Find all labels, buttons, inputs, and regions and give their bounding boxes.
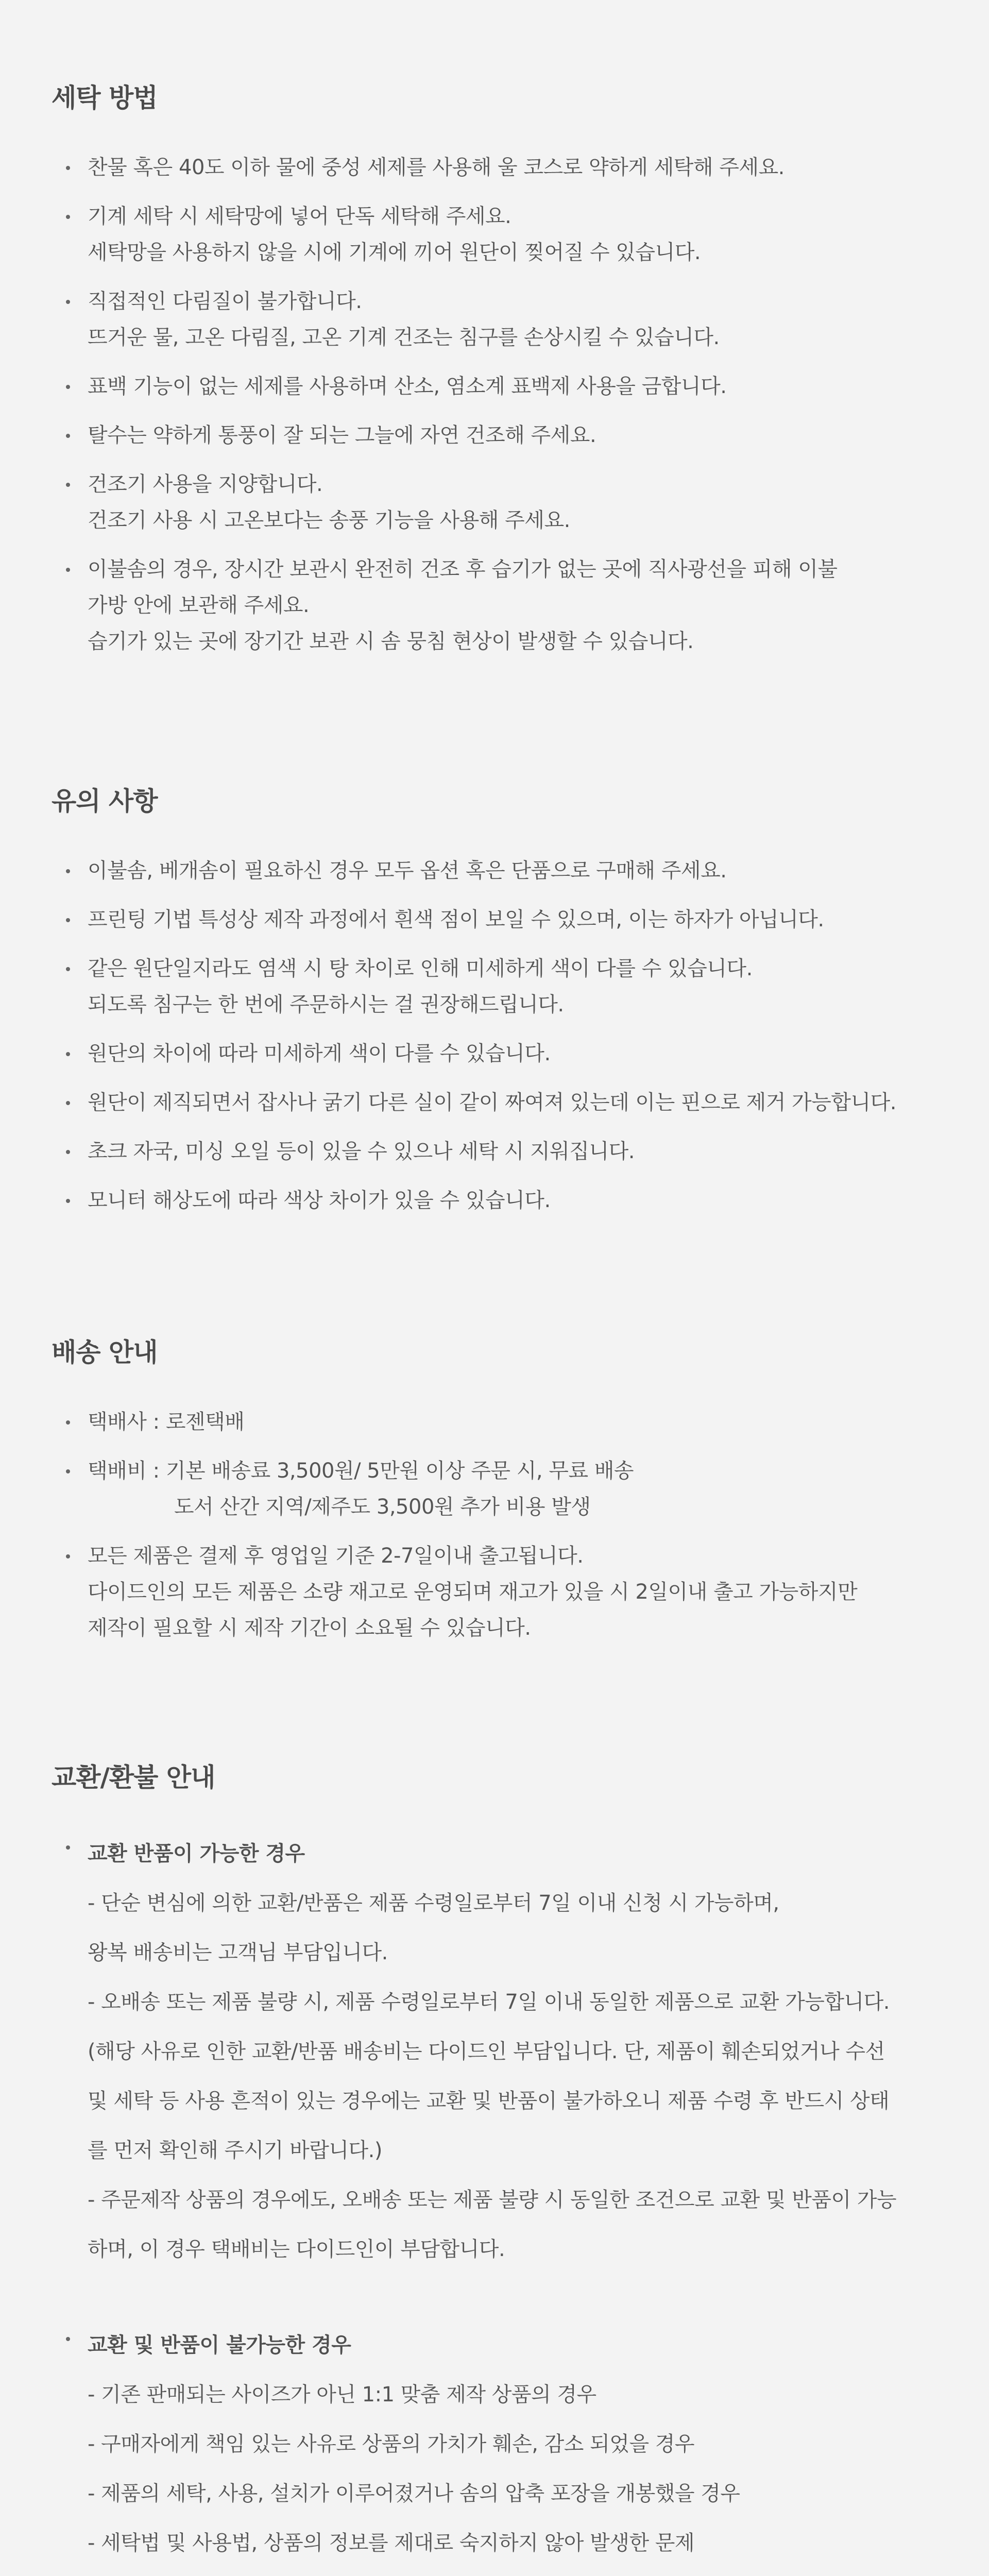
washing-section (52, 82, 948, 672)
cautions-title: 유의 사항 (52, 786, 158, 816)
list-item-text: - 오배송 또는 제품 불량 시, 제품 수령일로부터 7일 이내 동일한 제품으로 교환 가능합니다. (88, 1990, 890, 2014)
list-item-text: (해당 사유로 인한 교환/반품 배송비는 다이드인 부담입니다. 단, 제품이 훼손되었거나 수선 (88, 2040, 885, 2063)
list-item-text: 모든 제품은 결제 후 영업일 기준 2-7일이내 출고됩니다. (88, 1544, 584, 1568)
list-item (52, 1133, 948, 1170)
list-item-text: 이불솜, 베개솜이 필요하신 경우 모두 옵션 혹은 단품으로 구매해 주세요. (88, 859, 727, 883)
list-item-text: 하며, 이 경우 택배비는 다이드인이 부담합니다. (88, 2238, 505, 2261)
list-item (52, 551, 948, 659)
exchange-section (52, 1762, 948, 2576)
exchange-possible-item (52, 1829, 948, 2274)
list-item-text: 및 세탁 등 사용 흔적이 있는 경우에는 교환 및 반품이 불가하오니 제품 수령 후 반드시 상태 (88, 2089, 890, 2113)
list-item-text: 습기가 있는 곳에 장기간 보관 시 솜 뭉침 현상이 발생할 수 있습니다. (88, 630, 694, 653)
list-item-text: 뜨거운 물, 고온 다림질, 고온 기계 건조는 침구를 손상시킬 수 있습니다. (88, 326, 720, 349)
list-item-text: 세탁망을 사용하지 않을 시에 기계에 끼어 원단이 찢어질 수 있습니다. (88, 241, 701, 264)
list-item (52, 1538, 948, 1646)
list-item (52, 417, 948, 453)
list-item-text: 건조기 사용 시 고온보다는 송풍 기능을 사용해 주세요. (88, 509, 570, 532)
list-item (52, 902, 948, 938)
exchange-title: 교환/환불 안내 (52, 1762, 215, 1792)
list-item-text: 프린팅 기법 특성상 제작 과정에서 흰색 점이 보일 수 있으며, 이는 하자가 아닙니다. (88, 908, 824, 931)
shipping-fee-text: 택배비 : 기본 배송료 3,500원/ 5만원 이상 주문 시, 무료 배송 (88, 1459, 634, 1483)
washing-title: 세탁 방법 (52, 83, 158, 113)
list-item-text: 찬물 혹은 40도 이하 물에 중성 세제를 사용해 울 코스로 약하게 세탁해 주세요. (88, 156, 785, 179)
list-item-text: 원단이 제직되면서 잡사나 굵기 다른 실이 같이 짜여져 있는데 이는 핀으로 제거 가능합니다. (88, 1091, 896, 1114)
list-item (52, 1404, 948, 1440)
exchange-possible-heading: 교환 반품이 가능한 경우 (88, 1842, 305, 1866)
list-item-text: 초크 자국, 미싱 오일 등이 있을 수 있으나 세탁 시 지워집니다. (88, 1140, 635, 1163)
cautions-section (52, 786, 948, 1231)
courier-text: 택배사 : 로젠택배 (88, 1410, 245, 1434)
list-item-text: - 단순 변심에 의한 교환/반품은 제품 수령일로부터 7일 이내 신청 시 가능하며, (88, 1891, 779, 1915)
list-item-text: 가방 안에 보관해 주세요. (88, 594, 310, 617)
list-item-text: 제작이 필요할 시 제작 기간이 소요될 수 있습니다. (88, 1616, 531, 1640)
list-item (52, 1084, 948, 1121)
list-item-text: 직접적인 다림질이 불가합니다. (88, 290, 362, 313)
list-item-text: 모니터 해상도에 따라 색상 차이가 있을 수 있습니다. (88, 1189, 551, 1212)
list-item-text: 왕복 배송비는 고객님 부담입니다. (88, 1941, 388, 1964)
list-item (52, 1036, 948, 1072)
list-item (52, 198, 948, 270)
list-item (52, 951, 948, 1023)
list-item-text: 되도록 침구는 한 번에 주문하시는 걸 권장해드립니다. (88, 993, 564, 1016)
exchange-impossible-heading: 교환 및 반품이 불가능한 경우 (88, 2333, 351, 2357)
list-item-text: 를 먼저 확인해 주시기 바랍니다.) (88, 2139, 382, 2162)
list-item-text: - 세탁법 및 사용법, 상품의 정보를 제대로 숙지하지 않아 발생한 문제 (88, 2531, 695, 2555)
exchange-impossible-item (52, 2320, 948, 2576)
washing-list (52, 149, 948, 659)
shipping-section (52, 1337, 948, 1659)
shipping-title: 배송 안내 (52, 1337, 158, 1367)
list-item-text: 탈수는 약하게 통풍이 잘 되는 그늘에 자연 건조해 주세요. (88, 423, 596, 447)
list-item-text: 다이드인의 모든 제품은 소량 재고로 운영되며 재고가 있을 시 2일이내 출고 가능하지만 (88, 1580, 858, 1604)
list-item (52, 1182, 948, 1218)
list-item-text: 기계 세탁 시 세탁망에 넣어 단독 세탁해 주세요. (88, 205, 511, 228)
list-item-text: 이불솜의 경우, 장시간 보관시 완전히 건조 후 습기가 없는 곳에 직사광선을 피해 이불 (88, 557, 838, 581)
list-item (52, 283, 948, 355)
shipping-list (52, 1404, 948, 1646)
list-item-text: 표백 기능이 없는 세제를 사용하며 산소, 염소계 표백제 사용을 금합니다. (88, 375, 727, 398)
list-item-text: - 제품의 세탁, 사용, 설치가 이루어졌거나 솜의 압축 포장을 개봉했을 경우 (88, 2482, 740, 2505)
list-item (52, 368, 948, 404)
list-item (52, 466, 948, 538)
list-item-text: - 기존 판매되는 사이즈가 아닌 1:1 맞춤 제작 상품의 경우 (88, 2383, 596, 2406)
list-item-text: 같은 원단일지라도 염색 시 탕 차이로 인해 미세하게 색이 다를 수 있습니다. (88, 957, 753, 980)
list-item (52, 853, 948, 889)
list-item (52, 1453, 948, 1525)
list-item-text: 건조기 사용을 지양합니다. (88, 472, 323, 496)
shipping-extra-fee-text: 도서 산간 지역/제주도 3,500원 추가 비용 발생 (174, 1495, 591, 1519)
list-item-text: - 주문제작 상품의 경우에도, 오배송 또는 제품 불량 시 동일한 조건으로 교환 및 반품이 가능 (88, 2188, 897, 2212)
cautions-list (52, 853, 948, 1218)
list-item-text: - 구매자에게 책임 있는 사유로 상품의 가치가 훼손, 감소 되었을 경우 (88, 2432, 695, 2456)
exchange-list (52, 1829, 948, 2576)
list-item (52, 149, 948, 185)
list-item-text (88, 2568, 948, 2576)
list-item-text: 원단의 차이에 따라 미세하게 색이 다를 수 있습니다. (88, 1042, 551, 1065)
